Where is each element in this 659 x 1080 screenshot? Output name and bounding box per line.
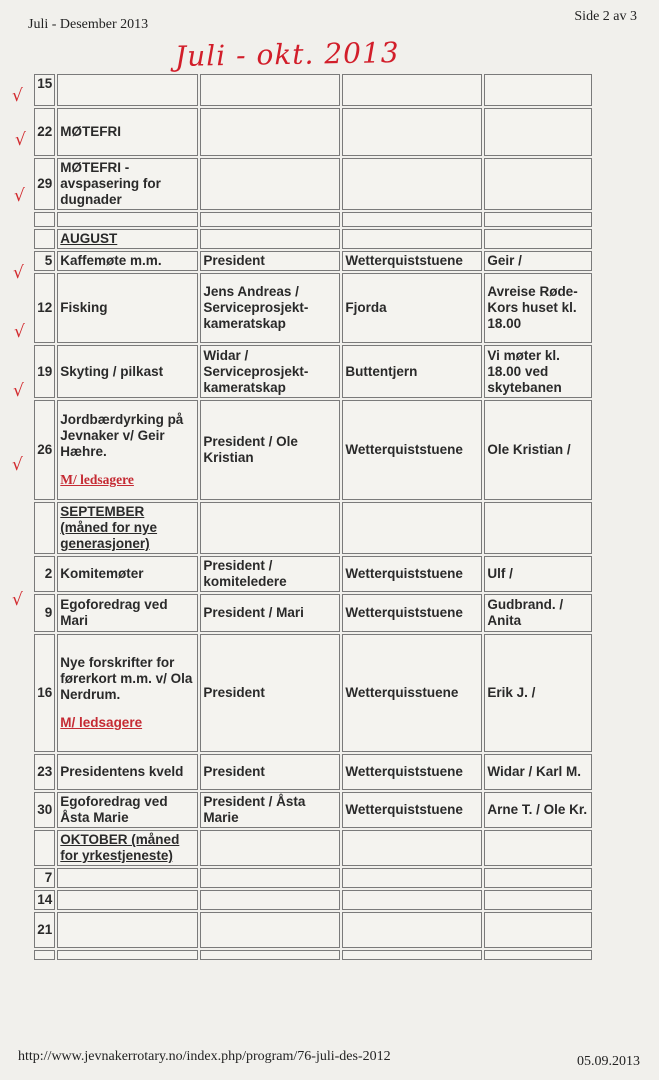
responsible-cell: Widar / Serviceprosjekt-kameratskap bbox=[200, 345, 340, 398]
table-row bbox=[34, 792, 592, 828]
handwritten-title: Juli - okt. 2013 bbox=[174, 36, 400, 73]
responsible-cell: President / Åsta Marie bbox=[200, 792, 340, 828]
place-cell bbox=[342, 830, 482, 866]
footer-date: 05.09.2013 bbox=[577, 1054, 640, 1069]
topic-cell: Egoforedrag ved Mari bbox=[57, 594, 198, 632]
host-cell bbox=[484, 108, 592, 156]
place-cell bbox=[342, 108, 482, 156]
program-table bbox=[32, 72, 594, 962]
date-cell bbox=[34, 502, 55, 554]
place-cell bbox=[342, 158, 482, 210]
table-row bbox=[34, 830, 592, 866]
table-row bbox=[34, 634, 592, 752]
table-row bbox=[34, 502, 592, 554]
topic-cell: MØTEFRI bbox=[57, 108, 198, 156]
table-row bbox=[34, 212, 592, 227]
responsible-cell bbox=[200, 229, 340, 249]
topic-cell: Skyting / pilkast bbox=[57, 345, 198, 398]
date-cell bbox=[34, 229, 55, 249]
topic-cell: Komitemøter bbox=[57, 556, 198, 592]
topic-cell bbox=[57, 912, 198, 948]
host-cell: Ole Kristian / bbox=[484, 400, 592, 500]
host-cell: Erik J. / bbox=[484, 634, 592, 752]
place-cell bbox=[342, 502, 482, 554]
host-cell: Widar / Karl M. bbox=[484, 754, 592, 790]
responsible-cell: Jens Andreas / Serviceprosjekt-kameratskap bbox=[200, 273, 340, 343]
topic-cell: Egoforedrag ved Åsta Marie bbox=[57, 792, 198, 828]
date-cell: 12 bbox=[34, 273, 55, 343]
host-cell bbox=[484, 74, 592, 106]
table-row bbox=[34, 868, 592, 888]
date-cell: 15 bbox=[34, 74, 55, 106]
page-number: Side 2 av 3 bbox=[574, 9, 637, 24]
place-cell bbox=[342, 912, 482, 948]
responsible-cell bbox=[200, 868, 340, 888]
host-cell: Geir / bbox=[484, 251, 592, 271]
table-row bbox=[34, 108, 592, 156]
host-cell: Ulf / bbox=[484, 556, 592, 592]
responsible-cell: President bbox=[200, 251, 340, 271]
table-row bbox=[34, 754, 592, 790]
table-row bbox=[34, 251, 592, 271]
place-cell bbox=[342, 868, 482, 888]
host-cell: Gudbrand. / Anita bbox=[484, 594, 592, 632]
check-mark: √ bbox=[14, 322, 25, 342]
table-row bbox=[34, 74, 592, 106]
table-row bbox=[34, 912, 592, 948]
topic-cell bbox=[57, 74, 198, 106]
table-row bbox=[34, 229, 592, 249]
responsible-cell bbox=[200, 158, 340, 210]
host-cell bbox=[484, 158, 592, 210]
place-cell: Fjorda bbox=[342, 273, 482, 343]
place-cell: Wetterquisstuene bbox=[342, 634, 482, 752]
topic-cell: Fisking bbox=[57, 273, 198, 343]
responsible-cell bbox=[200, 890, 340, 910]
check-mark: √ bbox=[13, 263, 24, 283]
date-cell: 5 bbox=[34, 251, 55, 271]
host-cell bbox=[484, 912, 592, 948]
host-cell: Arne T. / Ole Kr. bbox=[484, 792, 592, 828]
table-row bbox=[34, 594, 592, 632]
topic-cell: Kaffemøte m.m. bbox=[57, 251, 198, 271]
date-cell bbox=[34, 950, 55, 960]
responsible-cell bbox=[200, 830, 340, 866]
place-cell: Wetterquiststuene bbox=[342, 792, 482, 828]
companion-note: M/ ledsagere bbox=[60, 715, 143, 730]
responsible-cell bbox=[200, 950, 340, 960]
date-cell: 21 bbox=[34, 912, 55, 948]
responsible-cell: President / komiteledere bbox=[200, 556, 340, 592]
responsible-cell bbox=[200, 74, 340, 106]
topic-cell bbox=[57, 950, 198, 960]
responsible-cell bbox=[200, 912, 340, 948]
date-cell: 9 bbox=[34, 594, 55, 632]
date-cell: 29 bbox=[34, 158, 55, 210]
host-cell bbox=[484, 868, 592, 888]
check-mark: √ bbox=[12, 455, 23, 475]
date-cell: 19 bbox=[34, 345, 55, 398]
date-cell: 22 bbox=[34, 108, 55, 156]
responsible-cell: President bbox=[200, 634, 340, 752]
responsible-cell: President bbox=[200, 754, 340, 790]
date-cell: 30 bbox=[34, 792, 55, 828]
place-cell bbox=[342, 74, 482, 106]
check-mark: √ bbox=[14, 186, 25, 206]
topic-cell bbox=[57, 890, 198, 910]
month-heading: OKTOBER (måned for yrkestjeneste) bbox=[57, 830, 198, 866]
topic-text: Jordbærdyrking på Jevnaker v/ Geir Hæhre. bbox=[60, 412, 184, 459]
topic-cell bbox=[57, 212, 198, 227]
place-cell bbox=[342, 229, 482, 249]
check-mark: √ bbox=[12, 86, 23, 106]
month-heading: SEPTEMBER (måned for nye generasjoner) bbox=[57, 502, 198, 554]
table-row bbox=[34, 950, 592, 960]
table-row bbox=[34, 273, 592, 343]
date-cell: 7 bbox=[34, 868, 55, 888]
host-cell bbox=[484, 229, 592, 249]
table-row bbox=[34, 890, 592, 910]
host-cell: Vi møter kl. 18.00 ved skytebanen bbox=[484, 345, 592, 398]
responsible-cell bbox=[200, 212, 340, 227]
host-cell bbox=[484, 890, 592, 910]
topic-cell: Presidentens kveld bbox=[57, 754, 198, 790]
table-row bbox=[34, 400, 592, 500]
footer-url: http://www.jevnakerrotary.no/index.php/program/76-juli-des-2012 bbox=[18, 1049, 391, 1064]
place-cell: Wetterquiststuene bbox=[342, 400, 482, 500]
date-cell bbox=[34, 830, 55, 866]
responsible-cell bbox=[200, 502, 340, 554]
check-mark: √ bbox=[12, 590, 23, 610]
place-cell: Wetterquiststuene bbox=[342, 251, 482, 271]
place-cell: Buttentjern bbox=[342, 345, 482, 398]
responsible-cell bbox=[200, 108, 340, 156]
date-cell: 23 bbox=[34, 754, 55, 790]
host-cell: Avreise Røde-Kors huset kl. 18.00 bbox=[484, 273, 592, 343]
month-heading: AUGUST bbox=[57, 229, 198, 249]
place-cell bbox=[342, 890, 482, 910]
companion-note: M/ ledsagere bbox=[60, 472, 134, 487]
date-cell bbox=[34, 212, 55, 227]
check-mark: √ bbox=[13, 381, 24, 401]
host-cell bbox=[484, 830, 592, 866]
place-cell bbox=[342, 212, 482, 227]
topic-cell bbox=[57, 400, 198, 500]
date-cell: 16 bbox=[34, 634, 55, 752]
page-header-period: Juli - Desember 2013 bbox=[28, 17, 149, 32]
host-cell bbox=[484, 950, 592, 960]
date-cell: 14 bbox=[34, 890, 55, 910]
topic-text: Nye forskrifter for førerkort m.m. v/ Ola Nerdrum. bbox=[60, 655, 193, 702]
topic-cell bbox=[57, 634, 198, 752]
date-cell: 2 bbox=[34, 556, 55, 592]
topic-cell: MØTEFRI - avspasering for dugnader bbox=[57, 158, 198, 210]
check-mark: √ bbox=[15, 130, 26, 150]
date-cell: 26 bbox=[34, 400, 55, 500]
place-cell: Wetterquiststuene bbox=[342, 594, 482, 632]
table-row bbox=[34, 158, 592, 210]
table-row bbox=[34, 556, 592, 592]
place-cell: Wetterquiststuene bbox=[342, 556, 482, 592]
topic-cell bbox=[57, 868, 198, 888]
host-cell bbox=[484, 502, 592, 554]
responsible-cell: President / Mari bbox=[200, 594, 340, 632]
place-cell bbox=[342, 950, 482, 960]
place-cell: Wetterquiststuene bbox=[342, 754, 482, 790]
host-cell bbox=[484, 212, 592, 227]
responsible-cell: President / Ole Kristian bbox=[200, 400, 340, 500]
table-row bbox=[34, 345, 592, 398]
